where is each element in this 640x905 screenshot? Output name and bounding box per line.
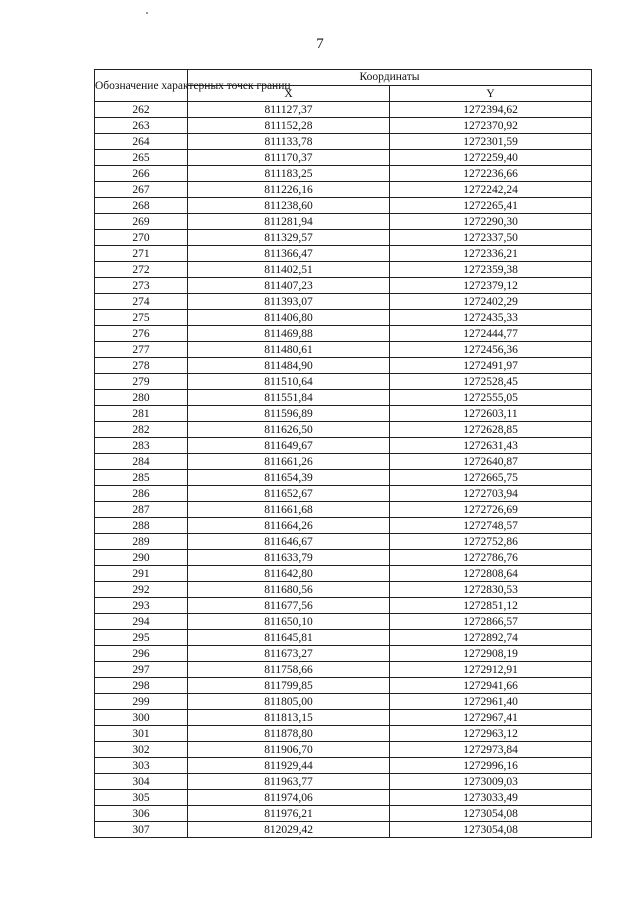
- x-coordinate-cell: 811226,16: [188, 182, 390, 198]
- point-number-cell: 264: [95, 134, 188, 150]
- x-coordinate-cell: 811906,70: [188, 742, 390, 758]
- table-row: [95, 310, 592, 326]
- table-row: [95, 182, 592, 198]
- x-coordinate-cell: 811661,26: [188, 454, 390, 470]
- x-coordinate-cell: 811281,94: [188, 214, 390, 230]
- point-number-cell: 284: [95, 454, 188, 470]
- y-coordinate-cell: 1272866,57: [390, 614, 592, 630]
- x-coordinate-cell: 811183,25: [188, 166, 390, 182]
- y-coordinate-cell: 1272336,21: [390, 246, 592, 262]
- table-row: [95, 166, 592, 182]
- x-coordinate-cell: 811758,66: [188, 662, 390, 678]
- y-coordinate-cell: 1272456,36: [390, 342, 592, 358]
- page-number: 7: [316, 36, 324, 52]
- y-coordinate-cell: 1272370,92: [390, 118, 592, 134]
- x-coordinate-cell: 811646,67: [188, 534, 390, 550]
- table-row: [95, 550, 592, 566]
- y-coordinate-cell: 1272830,53: [390, 582, 592, 598]
- y-coordinate-cell: 1272748,57: [390, 518, 592, 534]
- header-y: Y: [390, 86, 592, 102]
- table-row: [95, 262, 592, 278]
- x-coordinate-cell: 811963,77: [188, 774, 390, 790]
- y-coordinate-cell: 1272444,77: [390, 326, 592, 342]
- point-number-cell: 289: [95, 534, 188, 550]
- x-coordinate-cell: 811673,27: [188, 646, 390, 662]
- x-coordinate-cell: 811551,84: [188, 390, 390, 406]
- table-row: [95, 326, 592, 342]
- x-coordinate-cell: 811626,50: [188, 422, 390, 438]
- x-coordinate-cell: 811929,44: [188, 758, 390, 774]
- x-coordinate-cell: 811654,39: [188, 470, 390, 486]
- x-coordinate-cell: 811480,61: [188, 342, 390, 358]
- scan-speck: [146, 12, 148, 14]
- coordinates-table: [94, 69, 592, 838]
- x-coordinate-cell: 811152,28: [188, 118, 390, 134]
- y-coordinate-cell: 1273009,03: [390, 774, 592, 790]
- y-coordinate-cell: 1272908,19: [390, 646, 592, 662]
- point-number-cell: 296: [95, 646, 188, 662]
- x-coordinate-cell: 811238,60: [188, 198, 390, 214]
- y-coordinate-cell: 1272912,91: [390, 662, 592, 678]
- point-number-cell: 294: [95, 614, 188, 630]
- x-coordinate-cell: 811127,37: [188, 102, 390, 118]
- point-number-cell: 268: [95, 198, 188, 214]
- point-number-cell: 280: [95, 390, 188, 406]
- table-row: [95, 470, 592, 486]
- x-coordinate-cell: 811645,81: [188, 630, 390, 646]
- y-coordinate-cell: 1272973,84: [390, 742, 592, 758]
- point-number-cell: 295: [95, 630, 188, 646]
- point-number-cell: 291: [95, 566, 188, 582]
- table-row: [95, 726, 592, 742]
- y-coordinate-cell: 1272491,97: [390, 358, 592, 374]
- point-number-cell: 269: [95, 214, 188, 230]
- point-number-cell: 290: [95, 550, 188, 566]
- table-row: [95, 150, 592, 166]
- x-coordinate-cell: 811366,47: [188, 246, 390, 262]
- y-coordinate-cell: 1272726,69: [390, 502, 592, 518]
- y-coordinate-cell: 1272851,12: [390, 598, 592, 614]
- x-coordinate-cell: 811664,26: [188, 518, 390, 534]
- table-row: [95, 646, 592, 662]
- x-coordinate-cell: 811680,56: [188, 582, 390, 598]
- table-row: [95, 246, 592, 262]
- table-row: [95, 534, 592, 550]
- y-coordinate-cell: 1272236,66: [390, 166, 592, 182]
- y-coordinate-cell: 1272961,40: [390, 694, 592, 710]
- table-row: [95, 214, 592, 230]
- y-coordinate-cell: 1272967,41: [390, 710, 592, 726]
- table-row: [95, 342, 592, 358]
- point-number-cell: 293: [95, 598, 188, 614]
- table-row: [95, 134, 592, 150]
- y-coordinate-cell: 1272379,12: [390, 278, 592, 294]
- table-row: [95, 102, 592, 118]
- x-coordinate-cell: 811393,07: [188, 294, 390, 310]
- y-coordinate-cell: 1272892,74: [390, 630, 592, 646]
- point-number-cell: 303: [95, 758, 188, 774]
- table-row: [95, 486, 592, 502]
- x-coordinate-cell: 811677,56: [188, 598, 390, 614]
- x-coordinate-cell: 811596,89: [188, 406, 390, 422]
- table-row: [95, 390, 592, 406]
- point-number-cell: 273: [95, 278, 188, 294]
- table-row: [95, 678, 592, 694]
- point-number-cell: 283: [95, 438, 188, 454]
- table-row: [95, 630, 592, 646]
- point-number-cell: 306: [95, 806, 188, 822]
- y-coordinate-cell: 1272394,62: [390, 102, 592, 118]
- point-number-cell: 301: [95, 726, 188, 742]
- point-number-cell: 262: [95, 102, 188, 118]
- table-row: [95, 358, 592, 374]
- table-row: [95, 294, 592, 310]
- point-number-cell: 281: [95, 406, 188, 422]
- point-number-cell: 278: [95, 358, 188, 374]
- table-row: [95, 406, 592, 422]
- point-number-cell: 276: [95, 326, 188, 342]
- y-coordinate-cell: 1273033,49: [390, 790, 592, 806]
- point-number-cell: 307: [95, 822, 188, 838]
- x-coordinate-cell: 811329,57: [188, 230, 390, 246]
- point-number-cell: 263: [95, 118, 188, 134]
- point-number-cell: 277: [95, 342, 188, 358]
- y-coordinate-cell: 1272528,45: [390, 374, 592, 390]
- table-row: [95, 438, 592, 454]
- point-number-cell: 304: [95, 774, 188, 790]
- y-coordinate-cell: 1272996,16: [390, 758, 592, 774]
- point-number-cell: 297: [95, 662, 188, 678]
- point-number-cell: 298: [95, 678, 188, 694]
- point-number-cell: 267: [95, 182, 188, 198]
- x-coordinate-cell: 811805,00: [188, 694, 390, 710]
- y-coordinate-cell: 1272402,29: [390, 294, 592, 310]
- x-coordinate-cell: 811642,80: [188, 566, 390, 582]
- table-row: [95, 454, 592, 470]
- x-coordinate-cell: 811170,37: [188, 150, 390, 166]
- y-coordinate-cell: 1272259,40: [390, 150, 592, 166]
- x-coordinate-cell: 811469,88: [188, 326, 390, 342]
- table-row: [95, 790, 592, 806]
- y-coordinate-cell: 1272603,11: [390, 406, 592, 422]
- table-row: [95, 582, 592, 598]
- header-coordinates: Координаты: [188, 70, 592, 86]
- point-number-cell: 292: [95, 582, 188, 598]
- y-coordinate-cell: 1272301,59: [390, 134, 592, 150]
- point-number-cell: 300: [95, 710, 188, 726]
- x-coordinate-cell: 811799,85: [188, 678, 390, 694]
- y-coordinate-cell: 1272628,85: [390, 422, 592, 438]
- table-row: [95, 118, 592, 134]
- x-coordinate-cell: 811407,23: [188, 278, 390, 294]
- y-coordinate-cell: 1272359,38: [390, 262, 592, 278]
- table-row: [95, 598, 592, 614]
- header-point-designation: Обозначение характерных точек границ: [95, 70, 188, 102]
- point-number-cell: 265: [95, 150, 188, 166]
- y-coordinate-cell: 1272265,41: [390, 198, 592, 214]
- header-x: X: [188, 86, 390, 102]
- y-coordinate-cell: 1272665,75: [390, 470, 592, 486]
- table-body: [95, 102, 592, 838]
- y-coordinate-cell: 1273054,08: [390, 806, 592, 822]
- table-row: [95, 742, 592, 758]
- point-number-cell: 279: [95, 374, 188, 390]
- table-row: [95, 662, 592, 678]
- y-coordinate-cell: 1272290,30: [390, 214, 592, 230]
- x-coordinate-cell: 811661,68: [188, 502, 390, 518]
- y-coordinate-cell: 1272337,50: [390, 230, 592, 246]
- table-row: [95, 518, 592, 534]
- y-coordinate-cell: 1272640,87: [390, 454, 592, 470]
- point-number-cell: 286: [95, 486, 188, 502]
- x-coordinate-cell: 811813,15: [188, 710, 390, 726]
- table-row: [95, 502, 592, 518]
- table-row: [95, 758, 592, 774]
- table-row: [95, 614, 592, 630]
- point-number-cell: 288: [95, 518, 188, 534]
- table-row: [95, 710, 592, 726]
- point-number-cell: 272: [95, 262, 188, 278]
- x-coordinate-cell: 811649,67: [188, 438, 390, 454]
- point-number-cell: 282: [95, 422, 188, 438]
- point-number-cell: 302: [95, 742, 188, 758]
- table-row: [95, 230, 592, 246]
- x-coordinate-cell: 811652,67: [188, 486, 390, 502]
- x-coordinate-cell: 811133,78: [188, 134, 390, 150]
- point-number-cell: 287: [95, 502, 188, 518]
- table-row: [95, 774, 592, 790]
- table-row: [95, 422, 592, 438]
- point-number-cell: 299: [95, 694, 188, 710]
- x-coordinate-cell: 811976,21: [188, 806, 390, 822]
- y-coordinate-cell: 1272786,76: [390, 550, 592, 566]
- x-coordinate-cell: 811510,64: [188, 374, 390, 390]
- y-coordinate-cell: 1272435,33: [390, 310, 592, 326]
- x-coordinate-cell: 811974,06: [188, 790, 390, 806]
- y-coordinate-cell: 1272941,66: [390, 678, 592, 694]
- y-coordinate-cell: 1272808,64: [390, 566, 592, 582]
- x-coordinate-cell: 811633,79: [188, 550, 390, 566]
- point-number-cell: 274: [95, 294, 188, 310]
- x-coordinate-cell: 811484,90: [188, 358, 390, 374]
- table-row: [95, 694, 592, 710]
- point-number-cell: 305: [95, 790, 188, 806]
- y-coordinate-cell: 1272555,05: [390, 390, 592, 406]
- table-row: [95, 278, 592, 294]
- point-number-cell: 275: [95, 310, 188, 326]
- table-row: [95, 374, 592, 390]
- x-coordinate-cell: 811878,80: [188, 726, 390, 742]
- y-coordinate-cell: 1272242,24: [390, 182, 592, 198]
- x-coordinate-cell: 811650,10: [188, 614, 390, 630]
- table-row: [95, 806, 592, 822]
- table-row: [95, 822, 592, 838]
- x-coordinate-cell: 811402,51: [188, 262, 390, 278]
- y-coordinate-cell: 1272963,12: [390, 726, 592, 742]
- y-coordinate-cell: 1272631,43: [390, 438, 592, 454]
- x-coordinate-cell: 812029,42: [188, 822, 390, 838]
- y-coordinate-cell: 1273054,08: [390, 822, 592, 838]
- y-coordinate-cell: 1272752,86: [390, 534, 592, 550]
- point-number-cell: 285: [95, 470, 188, 486]
- x-coordinate-cell: 811406,80: [188, 310, 390, 326]
- point-number-cell: 266: [95, 166, 188, 182]
- point-number-cell: 271: [95, 246, 188, 262]
- table-row: [95, 566, 592, 582]
- y-coordinate-cell: 1272703,94: [390, 486, 592, 502]
- point-number-cell: 270: [95, 230, 188, 246]
- table-row: [95, 198, 592, 214]
